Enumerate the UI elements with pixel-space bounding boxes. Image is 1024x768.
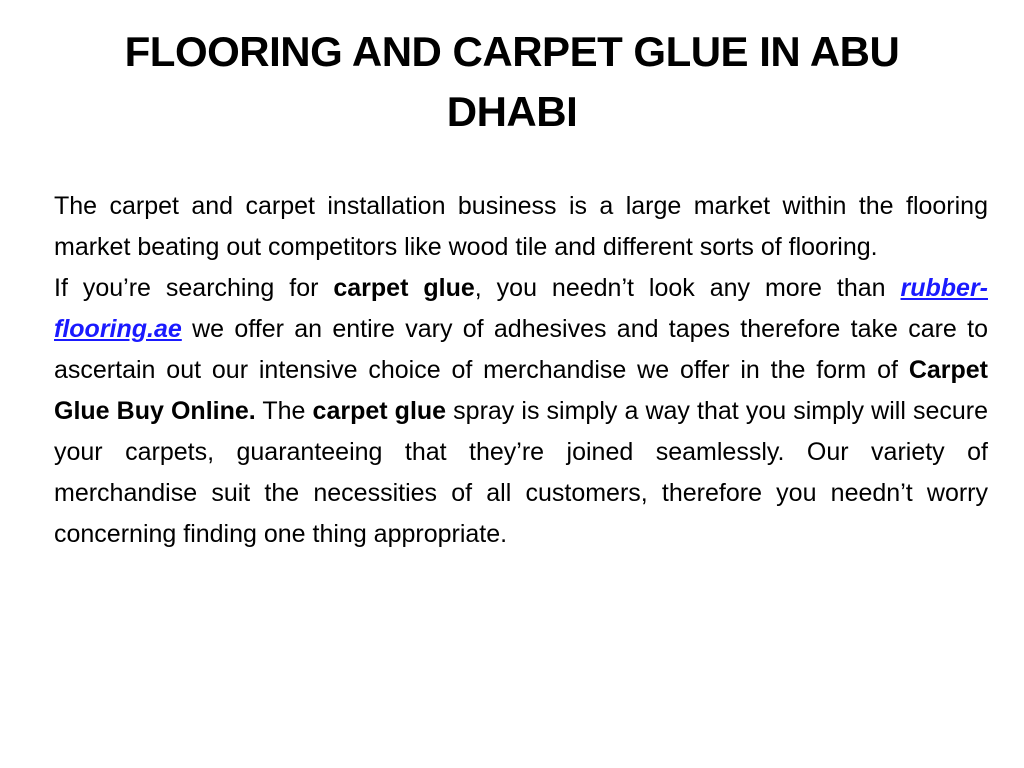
text-segment: The [255, 397, 313, 425]
text-segment: , you needn’t look any more than [474, 274, 901, 302]
carpet-glue-keyword: carpet glue [333, 274, 475, 302]
text-segment: we offer an entire vary of adhesives and tapes therefore take care to ascertain out our intensive choice of merchandise we offer in the form of [54, 315, 988, 384]
body-text [54, 186, 988, 555]
text-segment: spray is simply a way that you simply will secure your carpets, guaranteeing that they’re joined seamlessly. Our variety of merchandise suit the necessities of all customers, therefore you needn’t worry concerning finding one thing appropriate. [54, 397, 988, 548]
intro-paragraph: The carpet and carpet installation business is a large market within the flooring market beating out competitors like wood tile and different sorts of flooring. [54, 192, 988, 261]
carpet-glue-keyword: carpet glue [312, 397, 447, 425]
page-title: FLOORING AND CARPET GLUE IN ABU DHABI [124, 28, 900, 135]
text-segment: If you’re searching for [54, 274, 334, 302]
details-paragraph [54, 268, 988, 555]
rubber-flooring-link[interactable]: rubber-flooring.ae [54, 274, 988, 343]
carpet-glue-buy-online-keyword: Carpet Glue Buy Online. [54, 356, 988, 425]
